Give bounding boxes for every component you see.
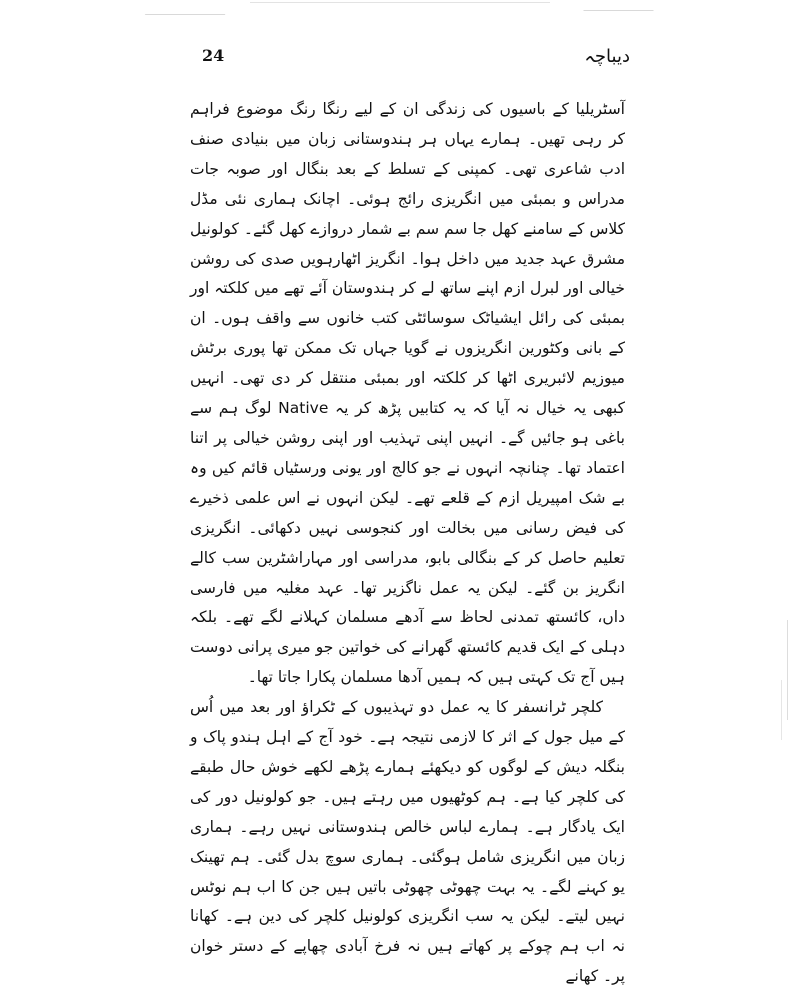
scan-corner-mark-right — [576, 0, 654, 11]
scan-corner-mark-left — [145, 0, 236, 15]
paragraph-2: کلچر ٹرانسفر کا یہ عمل دو تہذیبوں کے ٹکراؤ اور بعد میں اُس کے میل جول کے اثر کا لازمی نتیجہ ہے۔ خود آج کے اہل ہندو پاک و بنگلہ دیش کے لوگوں کو دیکھئے ہمارے پڑھے لکھے خوش حال طبقے کی کلچر کیا ہے۔ ہم کوٹھیوں میں رہتے ہیں۔ جو کولونیل دور کی ایک یادگار ہے۔ ہمارے لباس خالص ہندوستانی نہیں رہے۔ ہماری زبان میں انگریزی شامل ہوگئی۔ ہماری سوچ بدل گئی۔ ہم تھینک یو کہنے لگے۔ یہ بہت چھوٹی چھوٹی باتیں ہیں جن کا اب ہم نوٹس نہیں لیتے۔ لیکن یہ سب انگریزی کولونیل کلچر کی دین ہے۔ کھانا نہ اب ہم چوکے پر کھاتے ہیں نہ فرخ آبادی چھاپے کے دستر خوان پر۔ کھانے — [190, 698, 625, 986]
body-text — [190, 95, 625, 992]
page-header — [190, 38, 630, 78]
page-number: 24 — [202, 46, 225, 65]
paragraph-1: آسٹریلیا کے باسیوں کی زندگی ان کے لیے رنگا رنگ موضوع فراہم کر رہی تھیں۔ ہمارے یہاں ہر ہندوستانی زبان میں بنیادی صنف ادب شاعری تھی۔ کمپنی کے تسلط کے بعد بنگال اور صوبہ جات مدراس و بمبئی میں انگریزی رائج ہوئی۔ اچانک ہماری نئی مڈل کلاس کے سامنے کھل جا سم سم بے شمار دروازے کھل گئے۔ کولونیل مشرق عہد جدید میں داخل ہوا۔ انگریز اٹھارہویں صدی کی روشن خیالی اور لبرل ازم اپنے ساتھ لے کر ہندوستان آئے تھے میں کلکتہ اور بمبئی کی رائل ایشیاٹک سوسائٹی کتب خانوں سے واقف ہوں۔ ان کے بانی وکٹورین انگریزوں نے گویا جہاں تک ممکن تھا پوری برٹش میوزیم لائبریری اٹھا کر کلکتہ اور بمبئی منتقل کر دی تھی۔ انہیں کبھی یہ خیال نہ آیا کہ یہ کتابیں پڑھ کر یہ Native لوگ ہم سے باغی ہو جائیں گے۔ انہیں اپنی تہذیب اور اپنی روشن خیالی پر اتنا اعتماد تھا۔ چنانچہ انہوں نے جو کالج اور یونی ورسٹیاں قائم کیں وہ بے شک امپیریل ازم کے قلعے تھے۔ لیکن انہوں نے اس علمی ذخیرے کی فیض رسانی میں بخالت اور کنجوسی نہیں دکھائی۔ انگریزی تعلیم حاصل کر کے بنگالی بابو، مدراسی اور مہاراشٹرین سب کالے انگریز بن گئے۔ لیکن یہ عمل ناگزیر تھا۔ عہد مغلیہ میں فارسی داں، کائستھ تمدنی لحاظ سے آدھے مسلمان کہلانے لگے تھے۔ بلکہ دہلی کے ایک قدیم کائستھ گھرانے کی خواتین جو میری پرانی دوست ہیں آج تک کہتی ہیں کہ ہمیں آدھا مسلمان پکارا جاتا تھا۔ — [190, 100, 625, 687]
scan-edge-mark — [787, 620, 788, 720]
running-head: دیباچہ — [584, 46, 630, 67]
scan-edge-mark-2 — [781, 680, 782, 740]
top-edge-line — [250, 2, 550, 3]
